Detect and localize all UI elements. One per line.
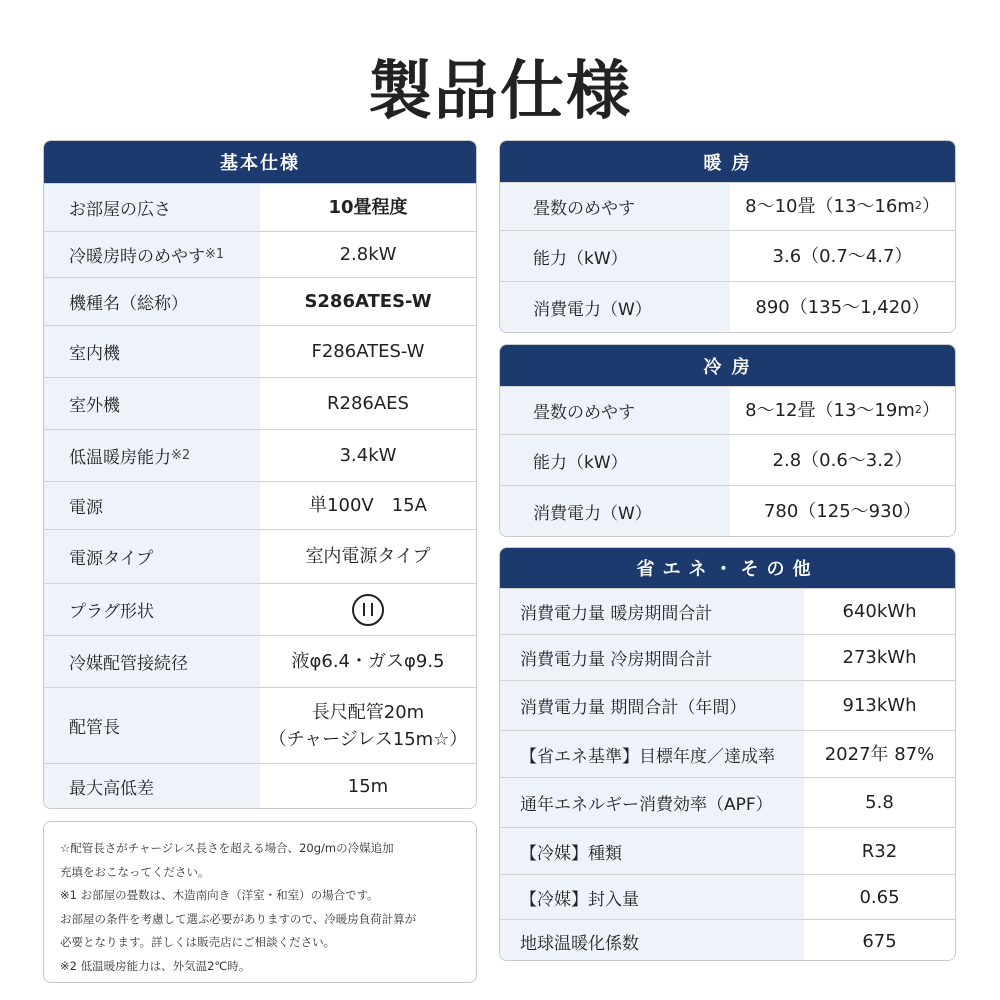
row-value: 長尺配管20m （チャージレス15m☆）	[260, 688, 476, 763]
cooling-spec-table	[499, 344, 956, 537]
footnote-line: お部屋の条件を考慮して選ぶ必要がありますので、冷暖房負荷計算が	[60, 911, 417, 926]
page-title: 製品仕様	[368, 55, 632, 129]
footnote-line: 必要となります。詳しくは販売店にご相談ください。	[60, 935, 336, 949]
plug-outlet-icon	[352, 594, 384, 626]
row-label: 畳数のめやす	[500, 183, 730, 230]
table-row	[500, 281, 955, 332]
table-row	[44, 325, 476, 377]
table-row	[500, 827, 955, 874]
table-row	[44, 481, 476, 529]
row-label: 冷暖房時のめやす ※1	[44, 232, 260, 277]
cooling-header: 冷 房	[500, 345, 955, 386]
row-label: 消費電力（W）	[500, 486, 730, 536]
table-row	[500, 874, 955, 919]
row-label: 配管長	[44, 688, 260, 763]
table-row	[500, 730, 955, 777]
row-label: 室内機	[44, 326, 260, 377]
table-row	[500, 634, 955, 680]
row-label: 電源	[44, 482, 260, 529]
row-label: 低温暖房能力 ※2	[44, 430, 260, 481]
footnote-line: ※1 お部屋の畳数は、木造南向き（洋室・和室）の場合です。	[60, 888, 379, 902]
table-row	[500, 182, 955, 230]
row-value: 913kWh	[804, 681, 955, 730]
row-label: 消費電力量 期間合計（年間）	[500, 681, 804, 730]
footnote-mark: ※2	[171, 448, 191, 463]
row-value: 2.8（0.6〜3.2）	[730, 435, 955, 485]
row-value: 3.6（0.7〜4.7）	[730, 231, 955, 281]
row-label: 機種名（総称）	[44, 278, 260, 325]
row-label: お部屋の広さ	[44, 184, 260, 231]
table-row	[500, 680, 955, 730]
row-value: 室内電源タイプ	[260, 530, 476, 583]
row-value: 640kWh	[804, 589, 955, 634]
row-value: 8〜12畳（13〜19m 2 ）	[730, 387, 955, 434]
row-value: 10畳程度	[260, 184, 476, 231]
basic-spec-header: 基本仕様	[44, 141, 476, 183]
footnote-line: ※2 低温暖房能力は、外気温2℃時。	[60, 958, 251, 973]
row-value: 単100V 15A	[260, 482, 476, 529]
eco-header: 省エネ・その他	[500, 548, 955, 588]
table-row	[44, 231, 476, 277]
table-row	[44, 377, 476, 429]
row-label: プラグ形状	[44, 584, 260, 635]
row-value: 8〜10畳（13〜16m 2 ）	[730, 183, 955, 230]
row-label: 畳数のめやす	[500, 387, 730, 434]
row-value: R32	[804, 828, 955, 874]
row-label: 消費電力量 暖房期間合計	[500, 589, 804, 634]
row-label: 【省エネ基準】目標年度／達成率	[500, 731, 804, 777]
table-row	[44, 635, 476, 687]
table-row	[44, 687, 476, 763]
row-label: 冷媒配管接続径	[44, 636, 260, 687]
row-value: 5.8	[804, 778, 955, 827]
row-label: 地球温暖化係数	[500, 920, 804, 961]
row-value: 2027年 87%	[804, 731, 955, 777]
row-value: 液φ6.4・ガスφ9.5	[260, 636, 476, 687]
table-row	[500, 588, 955, 634]
row-value: 15m	[260, 764, 476, 809]
row-value: 3.4kW	[260, 430, 476, 481]
footnote-line: 充填をおこなってください。	[60, 864, 210, 879]
row-label: 能力（kW）	[500, 435, 730, 485]
row-label: 消費電力量 冷房期間合計	[500, 635, 804, 680]
row-label: 最大高低差	[44, 764, 260, 809]
footnote-mark: ※1	[205, 247, 225, 262]
row-value: 675	[804, 920, 955, 961]
footnote-line: ☆配管長さがチャージレス長さを超える場合、20g/mの冷媒追加	[60, 841, 394, 855]
footnotes-box	[43, 821, 477, 983]
table-row	[44, 429, 476, 481]
row-value: 2.8kW	[260, 232, 476, 277]
row-value: F286ATES-W	[260, 326, 476, 377]
row-label: 能力（kW）	[500, 231, 730, 281]
table-row	[44, 583, 476, 635]
table-row	[500, 777, 955, 827]
row-value: 273kWh	[804, 635, 955, 680]
row-label: 電源タイプ	[44, 530, 260, 583]
row-value: S286ATES-W	[260, 278, 476, 325]
table-row	[500, 386, 955, 434]
heating-spec-table	[499, 140, 956, 333]
row-value: 0.65	[804, 875, 955, 919]
heating-header: 暖 房	[500, 141, 955, 182]
table-row	[44, 277, 476, 325]
row-value: 890（135〜1,420）	[730, 282, 955, 332]
table-row	[500, 919, 955, 961]
eco-spec-table	[499, 547, 956, 961]
table-row	[44, 529, 476, 583]
table-row	[500, 230, 955, 281]
row-label: 消費電力（W）	[500, 282, 730, 332]
table-row	[44, 763, 476, 809]
table-row	[500, 485, 955, 536]
row-label: 【冷媒】封入量	[500, 875, 804, 919]
row-label: 室外機	[44, 378, 260, 429]
basic-spec-table	[43, 140, 477, 809]
row-value: 780（125〜930）	[730, 486, 955, 536]
row-label: 通年エネルギー消費効率（APF）	[500, 778, 804, 827]
table-row	[500, 434, 955, 485]
row-value	[260, 584, 476, 635]
row-value: R286AES	[260, 378, 476, 429]
row-label: 【冷媒】種類	[500, 828, 804, 874]
table-row	[44, 183, 476, 231]
